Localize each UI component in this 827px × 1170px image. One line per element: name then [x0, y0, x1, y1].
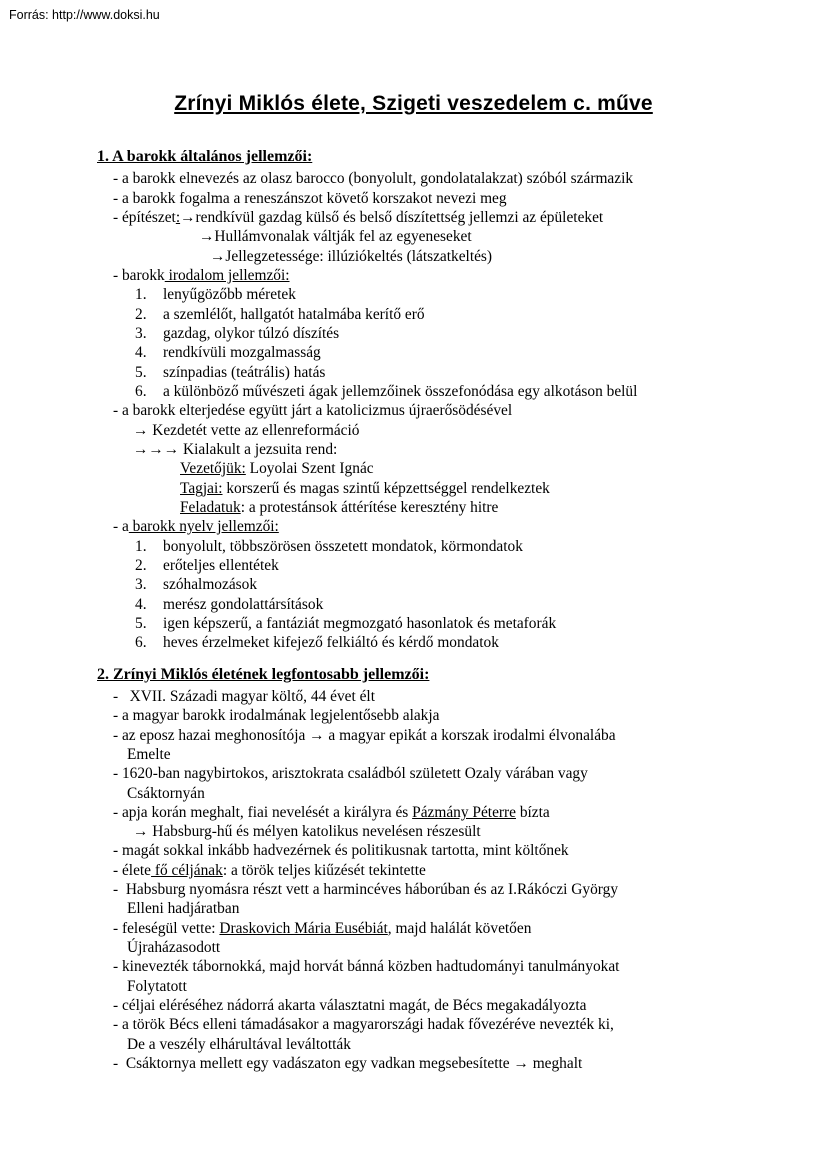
- text-segment: Csáktornyán: [127, 784, 205, 802]
- text-line: [97, 803, 821, 822]
- text-line: [97, 861, 821, 880]
- underlined-text: barokk nyelv jellemzői:: [128, 518, 279, 536]
- underlined-text: Vezetőjük:: [180, 460, 246, 478]
- text-segment: , majd halálát követően: [387, 919, 532, 937]
- text-line: [97, 706, 821, 725]
- text-segment: erőteljes ellentétek: [163, 556, 279, 574]
- text-segment: - a török Bécs elleni támadásakor a magyarországi hadak fővezéréve nevezték ki,: [113, 1016, 614, 1034]
- page-title: Zrínyi Miklós élete, Szigeti veszedelem c. műve: [174, 92, 653, 115]
- text-line: [97, 822, 821, 841]
- list-number: 1.: [135, 286, 147, 304]
- text-segment: : a török teljes kiűzését tekintette: [222, 861, 426, 879]
- text-segment: szóhalmozások: [163, 576, 258, 594]
- list-number: 5.: [135, 614, 147, 632]
- text-line: [97, 726, 821, 745]
- text-line: [97, 899, 821, 918]
- text-segment: : a protestánsok áttérítése keresztény hitre: [240, 498, 499, 516]
- section-heading: 1. A barokk általános jellemzői:: [97, 148, 313, 165]
- text-segment: színpadias (teátrális) hatás: [163, 363, 326, 381]
- underlined-text: fő céljának: [151, 861, 223, 879]
- text-segment: Újraházasodott: [127, 939, 221, 957]
- list-number: 3.: [135, 324, 147, 342]
- text-line: [97, 343, 821, 362]
- text-segment: - a barokk elterjedése együtt járt a katolicizmus újraerősödésével: [113, 402, 513, 420]
- text-line: [97, 1054, 821, 1073]
- text-segment: - XVII. Századi magyar költő, 44 évet élt: [113, 687, 375, 705]
- text-line: [97, 745, 821, 764]
- text-line: [97, 440, 821, 459]
- document-content: [97, 147, 821, 1073]
- text-line: [97, 363, 821, 382]
- text-line: [97, 687, 821, 706]
- text-segment: igen képszerű, a fantáziát megmozgató hasonlatok és metaforák: [163, 614, 557, 632]
- list-number: 6.: [135, 382, 147, 400]
- text-segment: - kinevezték tábornokká, majd horvát bánná közben hadtudományi tanulmányokat: [113, 958, 620, 976]
- text-segment: - feleségül vette:: [113, 919, 220, 937]
- text-segment: Elleni hadjáratban: [127, 900, 240, 918]
- text-segment: - Csáktornya mellett egy vadászaton egy vadkan megsebesítette → meghalt: [113, 1055, 583, 1073]
- text-line: [97, 305, 821, 324]
- text-line: [97, 1015, 821, 1034]
- text-line: [97, 459, 821, 478]
- text-line: [97, 841, 821, 860]
- text-line: [97, 517, 821, 536]
- text-segment: bonyolult, többszörösen összetett mondatok, körmondatok: [163, 537, 523, 555]
- text-line: [97, 957, 821, 976]
- text-segment: lenyűgözőbb méretek: [163, 286, 296, 304]
- text-segment: →→→ Kialakult a jezsuita rend:: [133, 440, 338, 458]
- list-number: 2.: [135, 305, 147, 323]
- text-line: [97, 996, 821, 1015]
- text-line: [97, 285, 821, 304]
- source-url-line: Forrás: http://www.doksi.hu: [9, 8, 160, 22]
- text-segment: rendkívüli mozgalmasság: [163, 344, 321, 362]
- text-line: [97, 479, 821, 498]
- text-segment: - barokk: [113, 266, 165, 284]
- text-line: [97, 421, 821, 440]
- text-line: [97, 633, 821, 652]
- text-segment: a különböző művészeti ágak jellemzőinek összefonódása egy alkotáson belül: [163, 382, 638, 400]
- text-line: [97, 880, 821, 899]
- text-segment: De a veszély elhárultával leváltották: [127, 1035, 351, 1053]
- text-segment: - apja korán meghalt, fiai nevelését a királyra és: [113, 803, 413, 821]
- text-segment: - élete: [113, 861, 152, 879]
- text-line: [97, 919, 821, 938]
- underlined-text: irodalom jellemzői:: [164, 266, 290, 284]
- text-line: [97, 938, 821, 957]
- text-segment: bízta: [515, 803, 550, 821]
- text-segment: →Hullámvonalak váltják fel az egyeneseket: [199, 228, 472, 246]
- underlined-text: Feladatuk: [180, 498, 241, 516]
- text-segment: - magát sokkal inkább hadvezérnek és politikusnak tartotta, mint költőnek: [113, 842, 569, 860]
- text-line: [97, 784, 821, 803]
- section-heading: 2. Zrínyi Miklós életének legfontosabb jellemzői:: [97, 665, 430, 683]
- text-segment: - építészet: [113, 208, 176, 226]
- text-segment: Loyolai Szent Ignác: [245, 460, 374, 478]
- text-segment: → Kezdetét vette az ellenreformáció: [133, 421, 360, 439]
- text-line: [97, 614, 821, 633]
- section: [97, 147, 821, 653]
- list-number: 5.: [135, 363, 147, 381]
- text-segment: →Jellegzetessége: illúziókeltés (látszatkeltés): [210, 247, 493, 265]
- underlined-text: :: [175, 208, 181, 226]
- list-number: 4.: [135, 344, 147, 362]
- text-segment: - a barokk elnevezés az olasz barocco (bonyolult, gondolatalakzat) szóból származik: [113, 170, 634, 188]
- text-segment: a szemlélőt, hallgatót hatalmába kerítő erő: [163, 305, 425, 323]
- section: [97, 665, 821, 1074]
- text-segment: heves érzelmeket kifejező felkiáltó és kérdő mondatok: [163, 634, 499, 652]
- text-line: [97, 595, 821, 614]
- underlined-text: Pázmány Péterre: [412, 803, 516, 821]
- text-segment: - a: [113, 518, 129, 536]
- text-line: [97, 382, 821, 401]
- text-line: [97, 537, 821, 556]
- text-segment: - Habsburg nyomásra részt vett a harmincéves háborúban és az I.Rákóczi György: [113, 881, 619, 899]
- text-line: [97, 556, 821, 575]
- underlined-text: Tagjai:: [180, 479, 223, 497]
- text-segment: - a barokk fogalma a reneszánszot követő korszakot nevezi meg: [113, 189, 507, 207]
- text-segment: - 1620-ban nagybirtokos, arisztokrata családból született Ozaly várában vagy: [113, 765, 588, 783]
- text-segment: → Habsburg-hű és mélyen katolikus nevelésen részesült: [133, 823, 481, 841]
- list-number: 6.: [135, 634, 147, 652]
- text-segment: merész gondolattársítások: [163, 595, 324, 613]
- text-segment: - az eposz hazai meghonosítója → a magyar epikát a korszak irodalmi élvonalába: [113, 726, 616, 744]
- text-line: [97, 266, 821, 285]
- text-segment: gazdag, olykor túlzó díszítés: [163, 324, 340, 342]
- text-line: [97, 764, 821, 783]
- text-line: [97, 575, 821, 594]
- text-line: [97, 208, 821, 227]
- text-segment: Emelte: [127, 745, 171, 763]
- text-line: [97, 247, 821, 266]
- underlined-text: Draskovich Mária Eusébiát: [219, 919, 388, 937]
- text-segment: →rendkívül gazdag külső és belső díszítettség jellemzi az épületeket: [180, 208, 604, 226]
- text-segment: korszerű és magas szintű képzettséggel rendelkeztek: [222, 479, 550, 497]
- list-number: 2.: [135, 556, 147, 574]
- text-segment: Folytatott: [127, 977, 187, 995]
- text-line: [97, 401, 821, 420]
- text-line: [97, 189, 821, 208]
- text-line: [97, 169, 821, 188]
- list-number: 1.: [135, 537, 147, 555]
- text-line: [97, 498, 821, 517]
- text-line: [97, 324, 821, 343]
- text-line: [97, 977, 821, 996]
- text-segment: - a magyar barokk irodalmának legjelentősebb alakja: [113, 707, 440, 725]
- text-line: [97, 227, 821, 246]
- text-line: [97, 1035, 821, 1054]
- list-number: 4.: [135, 595, 147, 613]
- text-segment: - céljai eléréséhez nádorrá akarta választatni magát, de Bécs megakadályozta: [113, 997, 587, 1015]
- list-number: 3.: [135, 576, 147, 594]
